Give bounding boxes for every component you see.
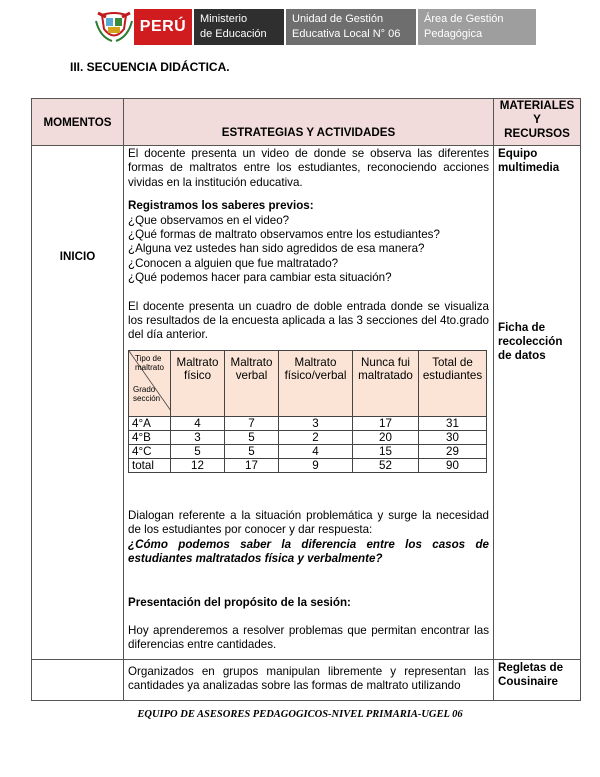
question-2: ¿Qué formas de maltrato observamos entre los estudiantes? — [128, 228, 440, 242]
cell: 5 — [171, 444, 225, 458]
section-title: III. SECUENCIA DIDÁCTICA. — [70, 60, 230, 74]
cell: 90 — [419, 458, 487, 472]
area-line-2: Pedagógica — [424, 28, 483, 40]
cell: 4 — [171, 416, 225, 430]
col-1-line-1: Maltrato — [176, 355, 219, 369]
col-2-line-1: Maltrato — [230, 355, 273, 369]
material-ficha: Ficha de recolección de datos — [498, 321, 563, 362]
question-4: ¿Conocen a alguien que fue maltratado? — [128, 256, 339, 270]
peru-label: PERÚ — [134, 9, 192, 45]
cell: 31 — [419, 416, 487, 430]
corner-top-line-2: maltrato — [135, 362, 164, 372]
chart-intro-paragraph: El docente presenta un cuadro de doble entrada donde se visualiza los resultados de la encuesta aplicada a las 3 secciones del 4to.grado del día anterior. — [128, 299, 489, 342]
question-3: ¿Alguna vez ustedes han sido agredidos de esa manera? — [128, 242, 425, 256]
ministry-line-1: Ministerio — [200, 13, 248, 25]
corner-bottom-line-1: Grado — [133, 384, 156, 394]
key-question: ¿Cómo podemos saber la diferencia entre los casos de estudiantes maltratados física y verbalmente? — [128, 537, 489, 566]
material-equipo: Equipo multimedia — [498, 147, 560, 174]
table-row — [129, 430, 487, 444]
cell: 20 — [353, 430, 419, 444]
table-row — [129, 416, 487, 430]
col-maltrato-fisico — [171, 350, 225, 416]
col-3-line-1: Maltrato — [294, 355, 337, 369]
cell: 4 — [279, 444, 353, 458]
estrategias-inicio-cell — [124, 146, 494, 660]
col-3-line-2: físico/verbal — [284, 368, 347, 382]
col-maltrato-verbal — [225, 350, 279, 416]
col-4-line-2: maltratado — [358, 368, 413, 382]
survey-table — [128, 350, 487, 473]
header-materiales-line-3: RECURSOS — [504, 127, 570, 140]
ugel-line-1: Unidad de Gestión — [292, 13, 384, 25]
question-1: ¿Que observamos en el video? — [128, 213, 290, 227]
survey-corner-cell — [129, 350, 171, 416]
header-estrategias: ESTRATEGIAS Y ACTIVIDADES — [124, 99, 494, 146]
row-label: 4°A — [129, 416, 171, 430]
ugel-line-2: Educativa Local N° 06 — [292, 28, 401, 40]
table-row — [129, 458, 487, 472]
col-1-line-2: físico — [183, 368, 212, 382]
col-2-line-2: verbal — [235, 368, 268, 382]
corner-top-label — [135, 354, 164, 372]
ministry-line-2: de Educación — [200, 28, 267, 40]
area-line-1: Área de Gestión — [424, 13, 504, 25]
cell: 52 — [353, 458, 419, 472]
momento-inicio-cell — [32, 146, 124, 660]
ugel-block — [286, 9, 416, 45]
cell: 3 — [279, 416, 353, 430]
cell: 17 — [225, 458, 279, 472]
proposito-title: Presentación del propósito de la sesión: — [128, 595, 351, 609]
header-materiales-line-1: MATERIALES — [499, 99, 575, 112]
corner-bottom-label — [133, 385, 160, 403]
ministry-block — [194, 9, 284, 45]
cell: 17 — [353, 416, 419, 430]
col-total-estudiantes — [419, 350, 487, 416]
materiales-inicio-cell — [494, 146, 581, 660]
saberes-title: Registramos los saberes previos: — [128, 199, 314, 213]
cell: 5 — [225, 430, 279, 444]
video-paragraph: El docente presenta un video de donde se observa las diferentes formas de maltratos entre los estudiantes, reconociendo acciones vividas en la institución educativa. — [128, 147, 489, 189]
col-5-line-2: estudiantes — [422, 368, 483, 382]
area-block — [418, 9, 536, 45]
header-materiales — [494, 99, 581, 146]
cell: 2 — [279, 430, 353, 444]
corner-top-line-1: Tipo de — [135, 353, 162, 363]
table-row — [129, 444, 487, 458]
cell: 3 — [171, 430, 225, 444]
cell: 7 — [225, 416, 279, 430]
cell: 12 — [171, 458, 225, 472]
col-5-line-1: Total de — [432, 355, 473, 369]
momento-inicio: INICIO — [59, 250, 96, 263]
row-label: total — [129, 458, 171, 472]
estrategias-desarrollo-cell: Organizados en grupos manipulan libremente y representan las cantidades ya analizadas sobre las formas de maltrato utilizando — [124, 659, 494, 700]
col-4-line-1: Nunca fui — [361, 355, 410, 369]
cell: 30 — [419, 430, 487, 444]
header-materiales-line-2: Y — [533, 113, 541, 126]
col-maltrato-fisico-verbal — [279, 350, 353, 416]
footer: EQUIPO DE ASESORES PEDAGOGICOS-NIVEL PRIMARIA-UGEL 06 — [137, 709, 463, 720]
col-nunca-maltratado — [353, 350, 419, 416]
cell: 9 — [279, 458, 353, 472]
header-banner — [94, 9, 536, 45]
proposito-paragraph: Hoy aprenderemos a resolver problemas que permitan encontrar las diferencias entre cantidades. — [128, 623, 489, 652]
corner-bottom-line-2: sección — [133, 393, 161, 403]
row-label: 4°C — [129, 444, 171, 458]
cell: 5 — [225, 444, 279, 458]
cell: 29 — [419, 444, 487, 458]
didactic-sequence-table — [31, 98, 581, 701]
question-5: ¿Qué podemos hacer para cambiar esta situación? — [128, 271, 392, 285]
header-momentos: MOMENTOS — [32, 99, 124, 146]
cell: 15 — [353, 444, 419, 458]
momento-desarrollo-cell — [32, 659, 124, 700]
dialog-paragraph: Dialogan referente a la situación problemática y surge la necesidad de los estudiantes por conocer y dar respuesta: — [128, 508, 489, 537]
peru-coat-of-arms-icon — [94, 9, 134, 45]
material-regletas: Regletas de Cousinaire — [494, 659, 581, 700]
row-label: 4°B — [129, 430, 171, 444]
